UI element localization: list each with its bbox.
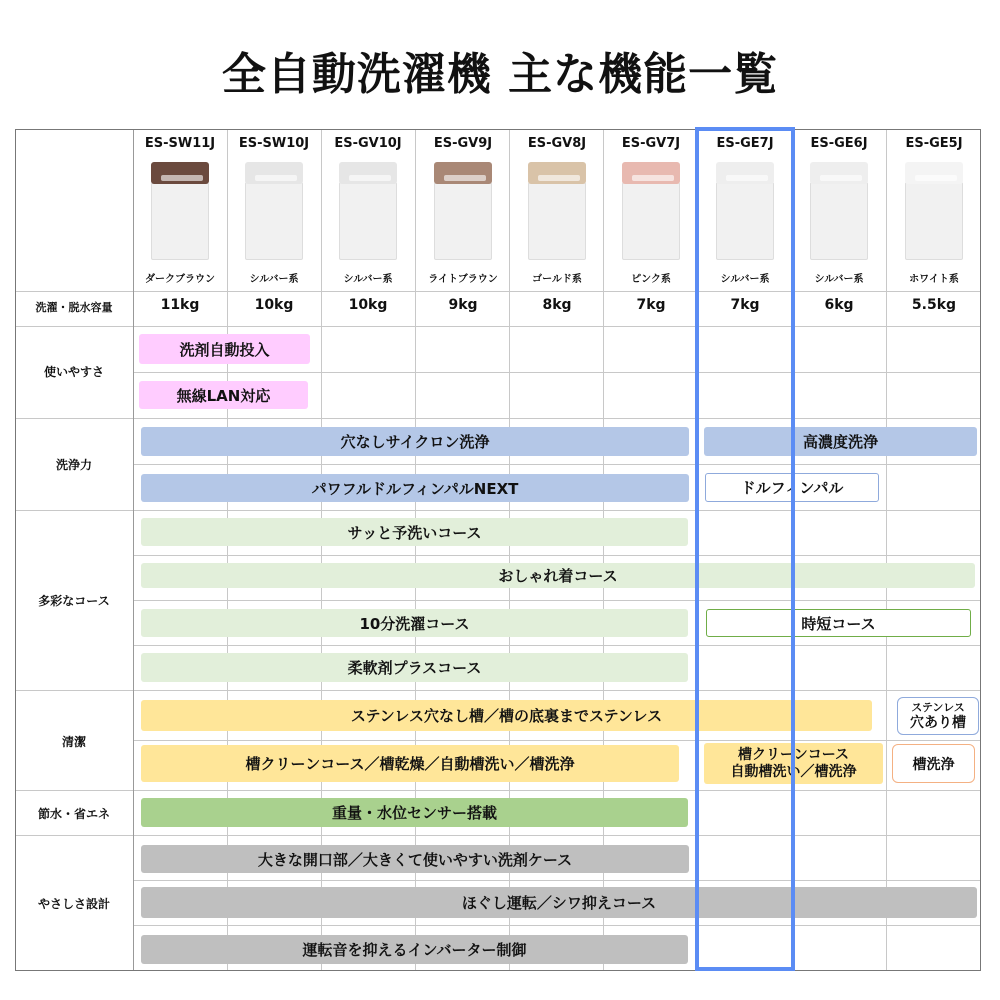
model-color: シルバー系 <box>343 274 393 285</box>
feature-large-opening: 大きな開口部／大きくて使いやすい洗剤ケース <box>141 845 689 873</box>
feature-detergent-auto: 洗剤自動投入 <box>139 334 310 364</box>
feature-dolphin-next: パワフルドルフィンパルNEXT <box>141 474 689 502</box>
capacity-label: 洗濯・脱水容量 <box>35 301 113 314</box>
model-capacity: 5.5kg <box>911 297 957 313</box>
model-name: ES-GE6J <box>810 136 868 151</box>
model-color: ホワイト系 <box>909 274 959 285</box>
category-washing: 洗浄力 <box>55 458 92 472</box>
feature-stainless-nohole: ステンレス穴なし槽／槽の底裏までステンレス <box>141 700 872 731</box>
washer-image <box>337 158 399 262</box>
feature-short-course: 時短コース <box>706 609 971 637</box>
feature-cyclone: 穴なしサイクロン洗浄 <box>141 427 689 456</box>
model-color: シルバー系 <box>720 274 770 285</box>
model-name: ES-SW11J <box>144 136 216 151</box>
washer-image <box>526 158 588 262</box>
stainless-hole-line1: ステンレス <box>911 700 965 714</box>
model-capacity: 7kg <box>730 297 760 313</box>
feature-high-concentration: 高濃度洗浄 <box>704 427 977 456</box>
washer-image <box>149 158 211 262</box>
stainless-hole-line2: 穴あり槽 <box>910 714 966 731</box>
feature-untangle: ほぐし運転／シワ抑えコース <box>141 887 977 918</box>
category-courses: 多彩なコース <box>38 594 110 608</box>
model-capacity: 10kg <box>254 297 294 313</box>
model-color: シルバー系 <box>249 274 299 285</box>
model-capacity: 10kg <box>348 297 388 313</box>
model-name: ES-GE5J <box>905 136 963 151</box>
model-color: シルバー系 <box>814 274 864 285</box>
category-clean: 清潔 <box>61 735 86 749</box>
feature-ten-min-course: 10分洗濯コース <box>141 609 688 637</box>
feature-tub-wash: 槽洗浄 <box>892 744 975 783</box>
washer-image <box>903 158 965 262</box>
tub-clean-mid-line1: 槽クリーンコース <box>737 746 850 763</box>
feature-fashion-course: おしゃれ着コース <box>141 563 975 588</box>
page-title: 全自動洗濯機 主な機能一覧 <box>221 49 779 100</box>
tub-clean-mid-line2: 自動槽洗い／槽洗浄 <box>730 763 857 780</box>
feature-dolphin: ドルフィンパル <box>705 473 879 502</box>
model-color: ライトブラウン <box>428 274 498 285</box>
model-color: ゴールド系 <box>532 274 582 285</box>
washer-image <box>808 158 870 262</box>
model-capacity: 6kg <box>824 297 854 313</box>
feature-inverter: 運転音を抑えるインバーター制御 <box>141 935 688 964</box>
highlight-column-es-ge7j <box>695 127 795 971</box>
feature-tub-clean-full: 槽クリーンコース／槽乾燥／自動槽洗い／槽洗浄 <box>141 745 679 782</box>
model-capacity: 8kg <box>542 297 572 313</box>
washer-image <box>432 158 494 262</box>
model-capacity: 7kg <box>636 297 666 313</box>
feature-sensor: 重量・水位センサー搭載 <box>141 798 688 827</box>
category-usability: 使いやすさ <box>43 365 104 379</box>
model-color: ダークブラウン <box>145 274 215 285</box>
feature-wireless-lan: 無線LAN対応 <box>139 381 308 409</box>
category-gentle: やさしさ設計 <box>37 897 110 911</box>
model-capacity: 11kg <box>160 297 200 313</box>
model-color: ピンク系 <box>631 274 671 285</box>
feature-softener-course: 柔軟剤プラスコース <box>141 653 688 682</box>
model-name: ES-GE7J <box>716 136 774 151</box>
model-name: ES-GV9J <box>433 136 493 151</box>
feature-quick-prewash: サッと予洗いコース <box>141 518 688 546</box>
washer-image <box>243 158 305 262</box>
model-name: ES-GV7J <box>621 136 681 151</box>
model-name: ES-SW10J <box>238 136 310 151</box>
model-name: ES-GV8J <box>527 136 587 151</box>
feature-stainless-hole <box>897 697 979 735</box>
washer-image <box>620 158 682 262</box>
model-capacity: 9kg <box>448 297 478 313</box>
category-eco: 節水・省エネ <box>37 807 110 821</box>
model-name: ES-GV10J <box>334 136 402 151</box>
